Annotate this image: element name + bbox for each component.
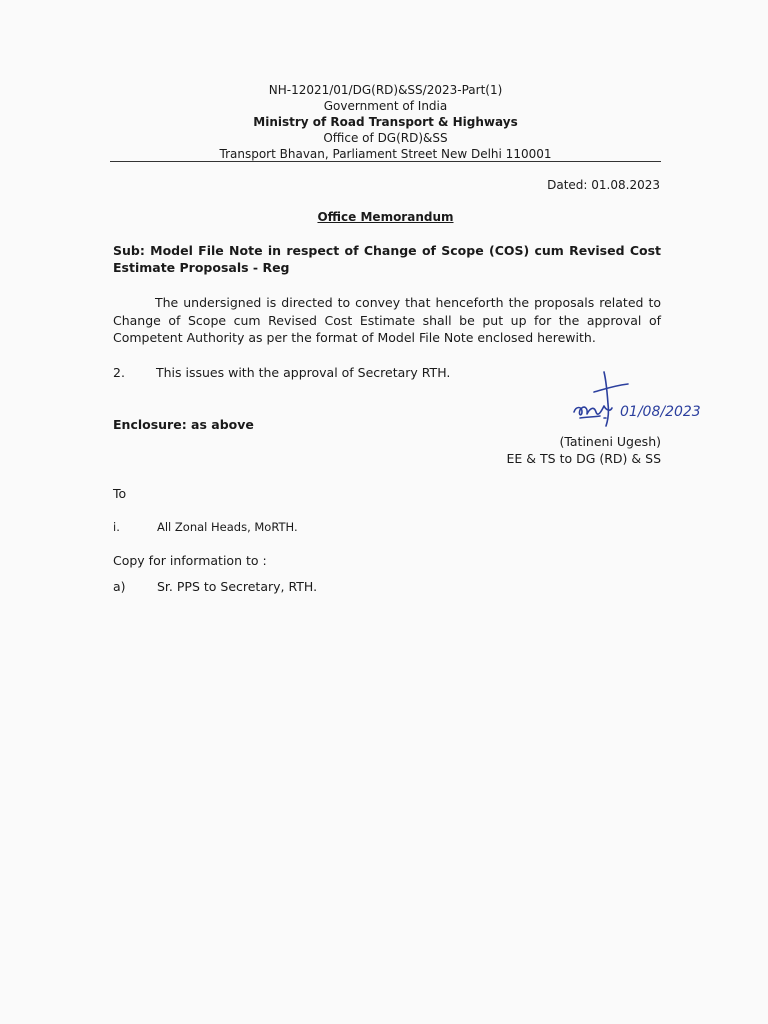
signature-date: 01/08/2023 — [620, 404, 701, 420]
handwritten-signature — [560, 370, 705, 432]
office-line: Office of DG(RD)&SS — [323, 131, 448, 145]
date-line: Dated: 01.08.2023 — [547, 178, 660, 192]
memo-title: Office Memorandum — [317, 210, 454, 224]
copy-item — [113, 579, 317, 594]
copy-index: a) — [113, 579, 126, 594]
address-line: Transport Bhavan, Parliament Street New Delhi 110001 — [219, 147, 552, 161]
enclosure-line: Enclosure: as above — [113, 417, 254, 432]
subject-line: Sub: Model File Note in respect of Change of Scope (COS) cum Revised Cost Estimate Proposals - Reg — [113, 243, 661, 275]
paragraph-1: The undersigned is directed to convey that henceforth the proposals related to Change of Scope cum Revised Cost Estimate shall be put up for the approval of Competent Authority as per the format of Model File Note enclosed herewith. — [113, 295, 661, 345]
government-line: Government of India — [323, 99, 448, 113]
copy-text: Sr. PPS to Secretary, RTH. — [157, 579, 318, 594]
paragraph-2-text: This issues with the approval of Secretary RTH. — [156, 365, 451, 380]
recipient-item — [113, 520, 298, 534]
ministry-line: Ministry of Road Transport & Highways — [253, 115, 518, 129]
letterhead — [110, 82, 661, 162]
signatory-name: (Tatineni Ugesh) — [559, 434, 661, 449]
signatory-designation: EE & TS to DG (RD) & SS — [506, 451, 661, 466]
paragraph-2-number: 2. — [113, 365, 125, 380]
copy-label: Copy for information to : — [113, 553, 267, 568]
to-label: To — [113, 486, 127, 501]
header-divider — [110, 161, 661, 162]
recipient-text: All Zonal Heads, MoRTH. — [157, 520, 298, 534]
paragraph-2 — [113, 365, 450, 380]
signatory-block — [507, 433, 661, 467]
file-number: NH-12021/01/DG(RD)&SS/2023-Part(1) — [268, 83, 503, 97]
recipient-index: i. — [113, 520, 120, 534]
